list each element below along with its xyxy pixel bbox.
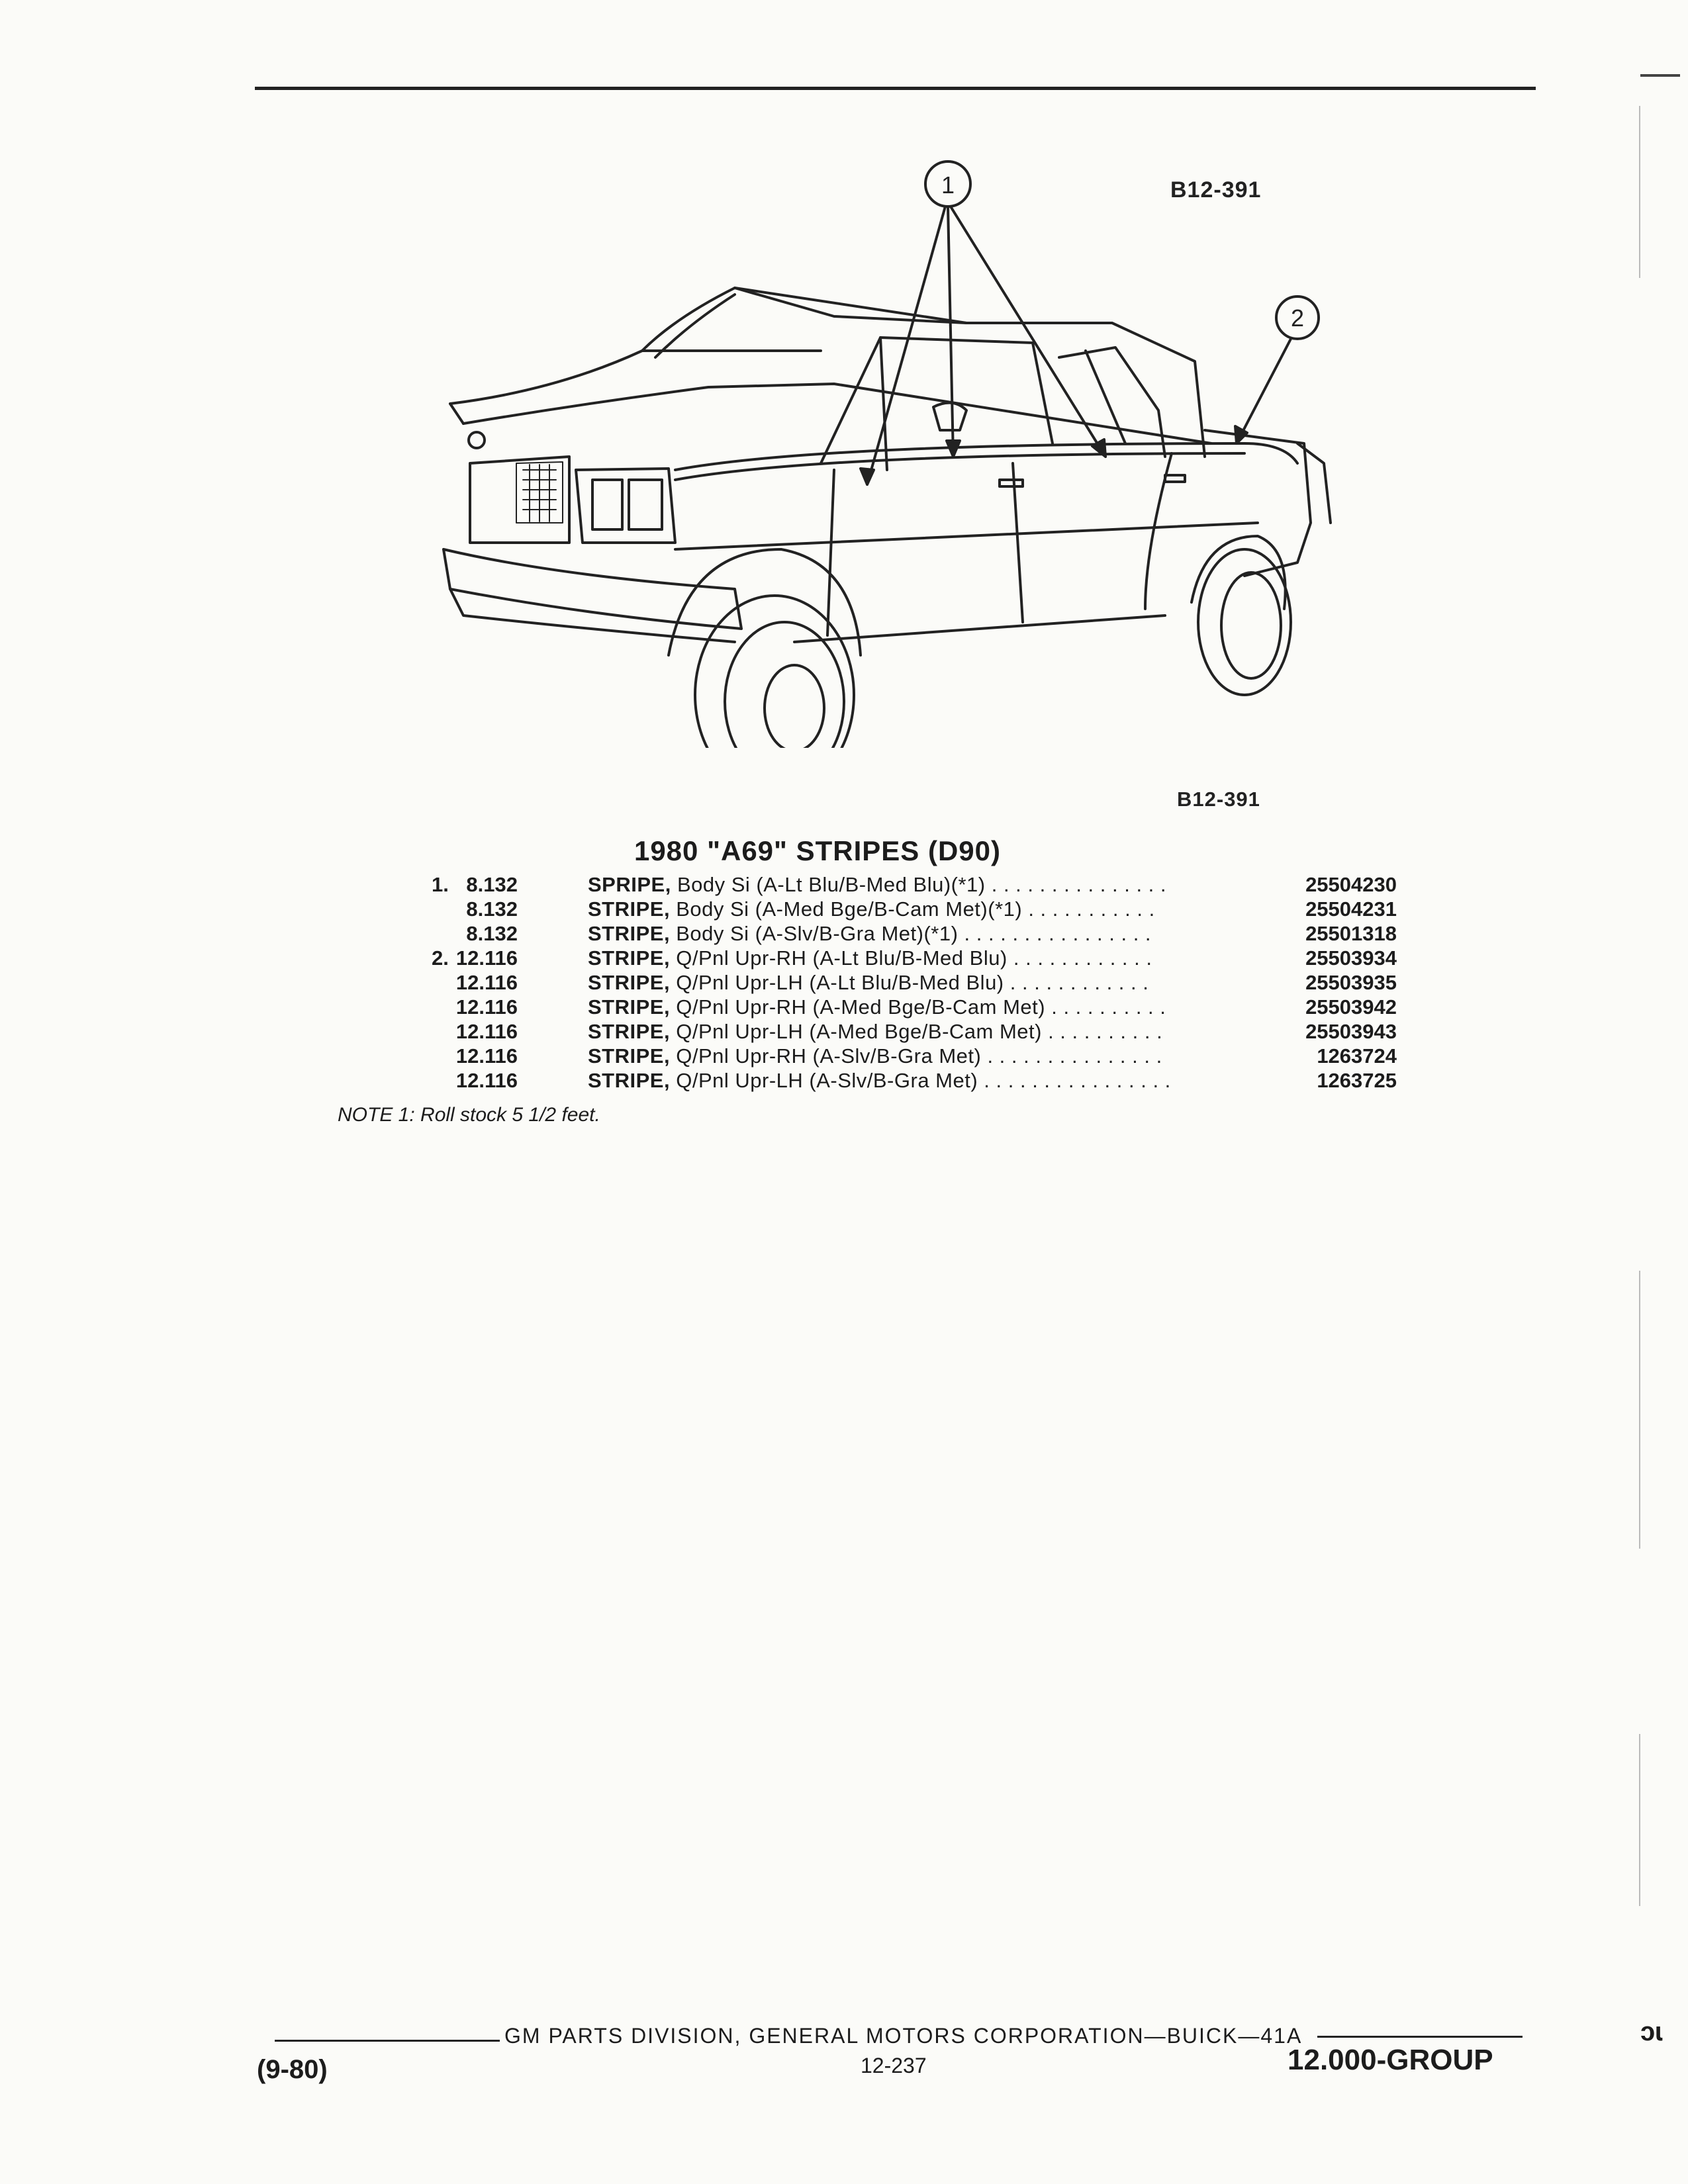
part-index: 1. xyxy=(432,873,449,896)
part-number: 25503935 xyxy=(1305,971,1397,994)
footer-group: 12.000-GROUP xyxy=(1288,2044,1493,2076)
callout-number: 2 xyxy=(1290,304,1305,332)
part-row xyxy=(410,970,1397,995)
figure-id-top: B12-391 xyxy=(1170,177,1262,203)
part-description xyxy=(588,1068,1171,1093)
part-name: STRIPE, xyxy=(588,1044,671,1068)
part-row xyxy=(410,1068,1397,1093)
leader-dots: . . . . . . . . . . . . . . . xyxy=(987,1044,1162,1068)
part-group: 8.132 xyxy=(466,922,518,945)
footer-page-number: 12-237 xyxy=(861,2054,927,2077)
part-name: STRIPE, xyxy=(588,971,671,994)
part-number: 25503943 xyxy=(1305,1020,1397,1043)
part-row xyxy=(410,897,1397,921)
part-name: SPRIPE, xyxy=(588,873,671,896)
page-edge-line xyxy=(1639,1271,1640,1549)
page-edge-line xyxy=(1639,1734,1640,1906)
part-group: 8.132 xyxy=(466,873,518,896)
leader-dots: . . . . . . . . . . . xyxy=(1028,897,1155,921)
part-desc-text: Q/Pnl Upr-RH (A-Lt Blu/B-Med Blu) xyxy=(676,946,1008,970)
part-index: 2. xyxy=(432,946,449,970)
part-description xyxy=(588,970,1149,995)
parts-list xyxy=(410,872,1397,1093)
part-group: 12.116 xyxy=(455,971,518,994)
page-edge-mark xyxy=(1640,74,1680,77)
note-text: NOTE 1: Roll stock 5 1/2 feet. xyxy=(338,1104,600,1126)
part-name: STRIPE, xyxy=(588,946,671,970)
part-row xyxy=(410,995,1397,1019)
leader-dots: . . . . . . . . . . . . . . . . xyxy=(964,922,1152,945)
car-illustration xyxy=(424,152,1350,748)
part-number: 25504231 xyxy=(1305,897,1397,921)
part-description xyxy=(588,872,1166,897)
part-group: 12.116 xyxy=(455,1069,518,1092)
footer-rule-right xyxy=(1317,2036,1523,2038)
part-row xyxy=(410,946,1397,970)
part-desc-text: Q/Pnl Upr-RH (A-Slv/B-Gra Met) xyxy=(676,1044,982,1068)
part-group: 12.116 xyxy=(455,995,518,1019)
part-description xyxy=(588,897,1155,921)
section-title: 1980 "A69" STRIPES (D90) xyxy=(633,835,1002,866)
part-description xyxy=(588,995,1166,1019)
part-number: 1263724 xyxy=(1317,1044,1397,1068)
footer-date: (9-80) xyxy=(257,2055,328,2084)
figure-id-bottom: B12-391 xyxy=(1177,788,1260,811)
part-name: STRIPE, xyxy=(588,1020,671,1043)
edge-fragment: ɔɩ xyxy=(1640,2017,1663,2046)
leader-dots: . . . . . . . . . . . . xyxy=(1009,971,1149,994)
part-number: 1263725 xyxy=(1317,1069,1397,1092)
part-desc-text: Q/Pnl Upr-LH (A-Lt Blu/B-Med Blu) xyxy=(676,971,1004,994)
part-name: STRIPE, xyxy=(588,1069,671,1092)
part-description xyxy=(588,946,1152,970)
part-description xyxy=(588,921,1151,946)
part-number: 25501318 xyxy=(1305,922,1397,945)
part-group: 12.116 xyxy=(455,1044,518,1068)
leader-dots: . . . . . . . . . . xyxy=(1051,995,1166,1019)
part-description xyxy=(588,1019,1162,1044)
part-number: 25504230 xyxy=(1305,873,1397,896)
part-number: 25503934 xyxy=(1305,946,1397,970)
footer-division: GM PARTS DIVISION, GENERAL MOTORS CORPORATION—BUICK—41A xyxy=(504,2024,1303,2048)
part-desc-text: Q/Pnl Upr-LH (A-Slv/B-Gra Met) xyxy=(676,1069,978,1092)
part-row xyxy=(410,1044,1397,1068)
header-rule xyxy=(255,87,1536,90)
part-group: 12.116 xyxy=(455,1020,518,1043)
part-desc-text: Q/Pnl Upr-LH (A-Med Bge/B-Cam Met) xyxy=(676,1020,1042,1043)
leader-dots: . . . . . . . . . . . . xyxy=(1013,946,1152,970)
part-row xyxy=(410,872,1397,897)
part-desc-text: Body Si (A-Med Bge/B-Cam Met)(*1) xyxy=(676,897,1023,921)
part-name: STRIPE, xyxy=(588,922,671,945)
part-desc-text: Body Si (A-Slv/B-Gra Met)(*1) xyxy=(676,922,959,945)
part-number: 25503942 xyxy=(1305,995,1397,1019)
part-desc-text: Q/Pnl Upr-RH (A-Med Bge/B-Cam Met) xyxy=(676,995,1046,1019)
callout-number: 1 xyxy=(941,171,955,199)
footer-rule-left xyxy=(275,2040,500,2042)
leader-dots: . . . . . . . . . . . . . . . . xyxy=(984,1069,1171,1092)
part-row xyxy=(410,1019,1397,1044)
part-row xyxy=(410,921,1397,946)
part-name: STRIPE, xyxy=(588,897,671,921)
part-name: STRIPE, xyxy=(588,995,671,1019)
part-desc-text: Body Si (A-Lt Blu/B-Med Blu)(*1) xyxy=(677,873,986,896)
part-group: 8.132 xyxy=(466,897,518,921)
leader-dots: . . . . . . . . . . . . . . . xyxy=(991,873,1167,896)
page-edge-line xyxy=(1639,106,1640,278)
part-group: 12.116 xyxy=(455,946,518,970)
leader-dots: . . . . . . . . . . xyxy=(1048,1020,1163,1043)
part-description xyxy=(588,1044,1162,1068)
